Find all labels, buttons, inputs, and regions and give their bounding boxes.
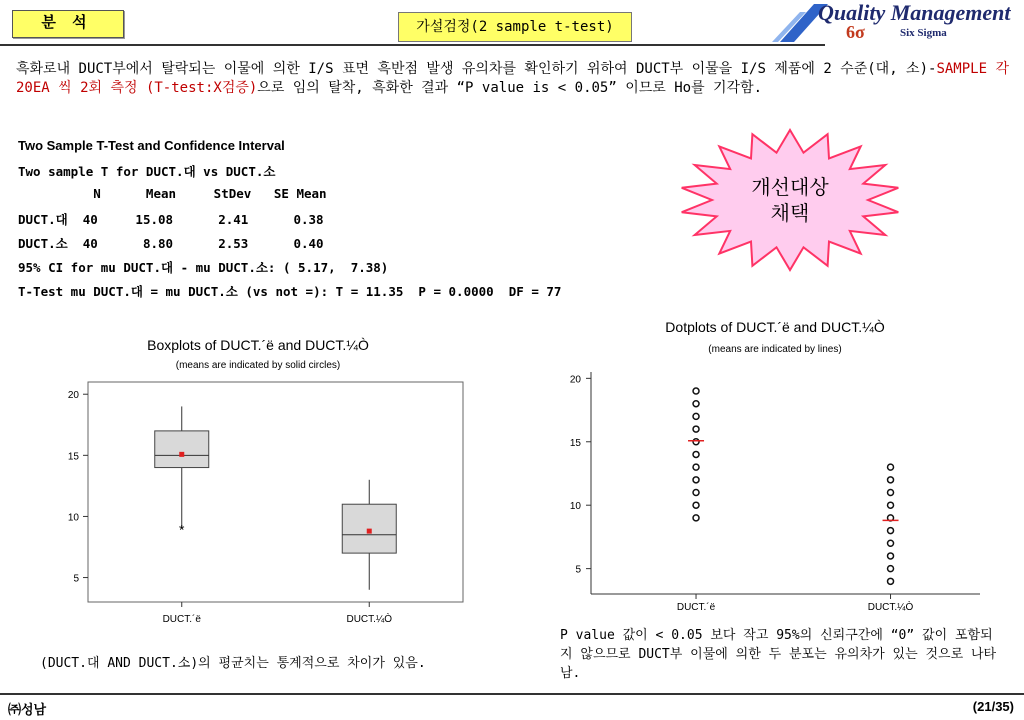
burst-line1: 개선대상 (751, 177, 829, 199)
dot-point (693, 502, 699, 508)
x-tick-label: DUCT.´ë (676, 602, 716, 613)
dotplot-chart (555, 312, 995, 617)
dot-point (888, 553, 894, 559)
header-divider (0, 44, 825, 46)
plot-frame (88, 382, 463, 602)
box-outlier: * (179, 521, 185, 538)
y-tick-label: 10 (569, 501, 581, 513)
ttest-output (18, 138, 698, 306)
x-tick-label: DUCT.´ë (162, 614, 201, 625)
boxplot-subtitle: (means are indicated by solid circles) (175, 360, 341, 371)
dot-point (693, 426, 699, 432)
dot-point (888, 528, 894, 534)
dot-point (693, 464, 699, 470)
intro-part2: SAMPLE 각 20EA 씩 2회 측정 (T-test:X검증) (16, 61, 1009, 96)
dot-point (693, 439, 699, 445)
y-tick-label: 20 (67, 390, 79, 402)
dotplot-caption: P value 값이 < 0.05 보다 작고 95%의 신뢰구간에 “0” 값이 포함되지 않으므로 DUCT부 이물에 의한 두 분포는 유의차가 있는 것으로 나타남. (560, 628, 997, 681)
dot-point (888, 566, 894, 572)
intro-paragraph (16, 60, 1011, 98)
boxplot-caption: (DUCT.대 AND DUCT.소)의 평균치는 통계적으로 차이가 있음. (40, 656, 426, 671)
y-tick-label: 20 (569, 374, 581, 386)
page-title: 가설검정(2 sample t-test) (398, 12, 632, 42)
footer-divider (0, 693, 1024, 695)
ttest-line: DUCT.대 40 15.08 2.41 0.38 (18, 212, 324, 227)
starburst-icon (682, 130, 899, 270)
y-tick-label: 10 (67, 512, 79, 524)
dot-point (693, 413, 699, 419)
footer-company: ㈜성남 (8, 702, 47, 717)
logo-title: Quality Management (818, 0, 1011, 25)
dot-point (888, 464, 894, 470)
y-tick-label: 15 (67, 451, 79, 463)
dot-point (693, 515, 699, 521)
dot-point (888, 502, 894, 508)
intro-part3: 으로 임의 탈착, 흑화한 결과 “P value is < 0.05” 이므로 Ho를 기각함. (257, 80, 763, 96)
ttest-line: 95% CI for mu DUCT.대 - mu DUCT.소: ( 5.17, 7.38) (18, 260, 389, 275)
section-tag (6, 4, 126, 40)
burst-callout (678, 128, 902, 272)
dotplot-title: Dotplots of DUCT.´ë and DUCT.¼Ò (665, 319, 885, 335)
logo-subtitle: Six Sigma (900, 27, 947, 39)
page-number: (21/35) (972, 699, 1014, 714)
section-label: 분 석 (41, 14, 93, 31)
box-mean-marker (367, 529, 372, 534)
dot-point (693, 490, 699, 496)
dot-point (888, 477, 894, 483)
box-mean-marker (179, 452, 184, 457)
dot-point (693, 451, 699, 457)
x-tick-label: DUCT.¼Ò (867, 602, 914, 613)
dot-point (693, 401, 699, 407)
dot-point (888, 578, 894, 584)
logo-sigma: 6σ (846, 22, 865, 42)
ttest-heading: Two Sample T-Test and Confidence Interval (18, 138, 285, 153)
ttest-line: DUCT.소 40 8.80 2.53 0.40 (18, 236, 324, 251)
dot-point (888, 540, 894, 546)
boxplot-chart (58, 330, 478, 640)
box-body (155, 431, 209, 468)
y-tick-label: 15 (569, 437, 581, 449)
dotplot-subtitle: (means are indicated by lines) (708, 344, 842, 355)
ttest-line: T-Test mu DUCT.대 = mu DUCT.소 (vs not =): T = 11.35 P = 0.0000 DF = 77 (18, 284, 562, 299)
boxplot-title: Boxplots of DUCT.´ë and DUCT.¼Ò (147, 337, 369, 353)
ttest-line: N Mean StDev SE Mean (18, 186, 327, 201)
dot-point (693, 477, 699, 483)
x-tick-label: DUCT.¼Ò (346, 614, 393, 625)
burst-line2: 채택 (770, 203, 810, 225)
dot-point (693, 388, 699, 394)
dot-point (888, 490, 894, 496)
y-tick-label: 5 (575, 564, 581, 576)
y-tick-label: 5 (73, 573, 79, 585)
intro-part1: 흑화로내 DUCT부에서 탈락되는 이물에 의한 I/S 표면 흑반점 발생 유의차를 확인하기 위하여 DUCT부 이물을 I/S 제품에 2 수준(대, 소)- (16, 61, 937, 77)
ttest-line: Two sample T for DUCT.대 vs DUCT.소 (18, 164, 276, 179)
